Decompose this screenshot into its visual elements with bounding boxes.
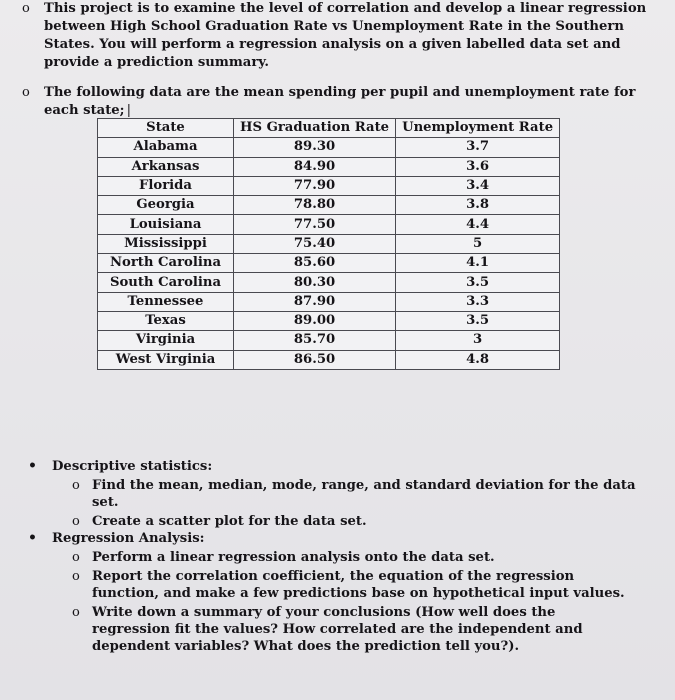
table-row	[98, 138, 560, 157]
descriptive-heading: Descriptive statistics:	[52, 459, 213, 474]
table-row	[98, 292, 560, 311]
unemployment-rate-cell: 3.4	[396, 176, 560, 195]
state-cell: South Carolina	[98, 273, 234, 292]
hollow-bullet-icon: o	[72, 605, 80, 620]
unemployment-rate-cell: 3.5	[396, 273, 560, 292]
unemployment-rate-cell: 3.7	[396, 138, 560, 157]
table-row	[98, 311, 560, 330]
hs-graduation-rate-cell: 78.80	[234, 196, 396, 215]
table-row	[98, 350, 560, 369]
hs-graduation-rate-cell: 89.30	[234, 138, 396, 157]
descriptive-task-text: Create a scatter plot for the data set.	[92, 514, 367, 529]
table-row	[98, 157, 560, 176]
descriptive-task-list	[72, 477, 638, 530]
state-cell: Mississippi	[98, 234, 234, 253]
hs-graduation-rate-cell: 80.30	[234, 273, 396, 292]
hollow-bullet-icon: o	[72, 550, 80, 565]
intro-bullet-1	[22, 0, 662, 72]
regression-heading: Regression Analysis:	[52, 531, 205, 546]
unemployment-rate-cell: 3.5	[396, 311, 560, 330]
hollow-bullet-icon: o	[72, 478, 80, 493]
text-cursor: |	[126, 103, 132, 118]
data-description	[44, 84, 662, 120]
state-cell: Texas	[98, 311, 234, 330]
column-header-hs-graduation-rate: HS Graduation Rate	[234, 119, 396, 138]
hs-graduation-rate-cell: 87.90	[234, 292, 396, 311]
project-description: This project is to examine the level of correlation and develop a linear regression between High School Graduation Rate vs Unemployment Rate in the Southern States. You will perform a regression analysis on a given labelled data set and provide a prediction summary.	[44, 1, 647, 70]
column-header-unemployment-rate: Unemployment Rate	[396, 119, 560, 138]
list-item	[72, 477, 638, 511]
table-row	[98, 176, 560, 195]
hollow-bullet-icon: o	[22, 85, 30, 100]
descriptive-heading-row	[28, 458, 638, 475]
hs-graduation-rate-cell: 75.40	[234, 234, 396, 253]
table-row	[98, 273, 560, 292]
unemployment-rate-cell: 3.3	[396, 292, 560, 311]
list-item	[72, 604, 638, 655]
table-row	[98, 254, 560, 273]
descriptive-statistics-section	[28, 458, 638, 532]
state-cell: Virginia	[98, 331, 234, 350]
unemployment-rate-cell: 5	[396, 234, 560, 253]
solid-bullet-icon: •	[28, 530, 37, 546]
hs-graduation-rate-cell: 85.60	[234, 254, 396, 273]
regression-task-text: Write down a summary of your conclusions (How well does the regression fit the values? How correlated are the independent and dependent variables? What does the prediction tell you?).	[92, 605, 583, 654]
state-cell: Alabama	[98, 138, 234, 157]
regression-task-text: Report the correlation coefficient, the equation of the regression function, and make a few predictions base on hypothetical input values.	[92, 569, 625, 601]
hs-graduation-rate-cell: 89.00	[234, 311, 396, 330]
hs-graduation-rate-cell: 85.70	[234, 331, 396, 350]
list-item	[72, 549, 638, 566]
hollow-bullet-icon: o	[22, 1, 30, 16]
state-cell: Florida	[98, 176, 234, 195]
unemployment-rate-cell: 3.6	[396, 157, 560, 176]
unemployment-rate-cell: 4.1	[396, 254, 560, 273]
hs-graduation-rate-cell: 77.90	[234, 176, 396, 195]
regression-heading-row	[28, 530, 638, 547]
table-row	[98, 331, 560, 350]
intro-bullet-2	[22, 84, 662, 120]
regression-task-text: Perform a linear regression analysis onto the data set.	[92, 550, 495, 565]
unemployment-rate-cell: 3.8	[396, 196, 560, 215]
hs-graduation-rate-cell: 77.50	[234, 215, 396, 234]
regression-task-list	[72, 549, 638, 655]
state-cell: Tennessee	[98, 292, 234, 311]
hollow-bullet-icon: o	[72, 569, 80, 584]
hs-graduation-rate-cell: 84.90	[234, 157, 396, 176]
intro-section	[22, 0, 662, 132]
regression-analysis-section	[28, 530, 638, 657]
state-cell: Arkansas	[98, 157, 234, 176]
unemployment-rate-cell: 4.8	[396, 350, 560, 369]
state-cell: West Virginia	[98, 350, 234, 369]
data-description-text: The following data are the mean spending per pupil and unemployment rate for each state;	[44, 85, 636, 118]
list-item	[72, 513, 638, 530]
state-cell: North Carolina	[98, 254, 234, 273]
table-row	[98, 215, 560, 234]
data-table	[97, 118, 560, 370]
table-header-row	[98, 119, 560, 138]
state-cell: Georgia	[98, 196, 234, 215]
solid-bullet-icon: •	[28, 458, 37, 474]
descriptive-task-text: Find the mean, median, mode, range, and standard deviation for the data set.	[92, 478, 636, 510]
unemployment-rate-cell: 3	[396, 331, 560, 350]
table-row	[98, 196, 560, 215]
list-item	[72, 568, 638, 602]
table-body	[98, 138, 560, 370]
hs-graduation-rate-cell: 86.50	[234, 350, 396, 369]
column-header-state: State	[98, 119, 234, 138]
hollow-bullet-icon: o	[72, 514, 80, 529]
table-row	[98, 234, 560, 253]
state-cell: Louisiana	[98, 215, 234, 234]
unemployment-rate-cell: 4.4	[396, 215, 560, 234]
